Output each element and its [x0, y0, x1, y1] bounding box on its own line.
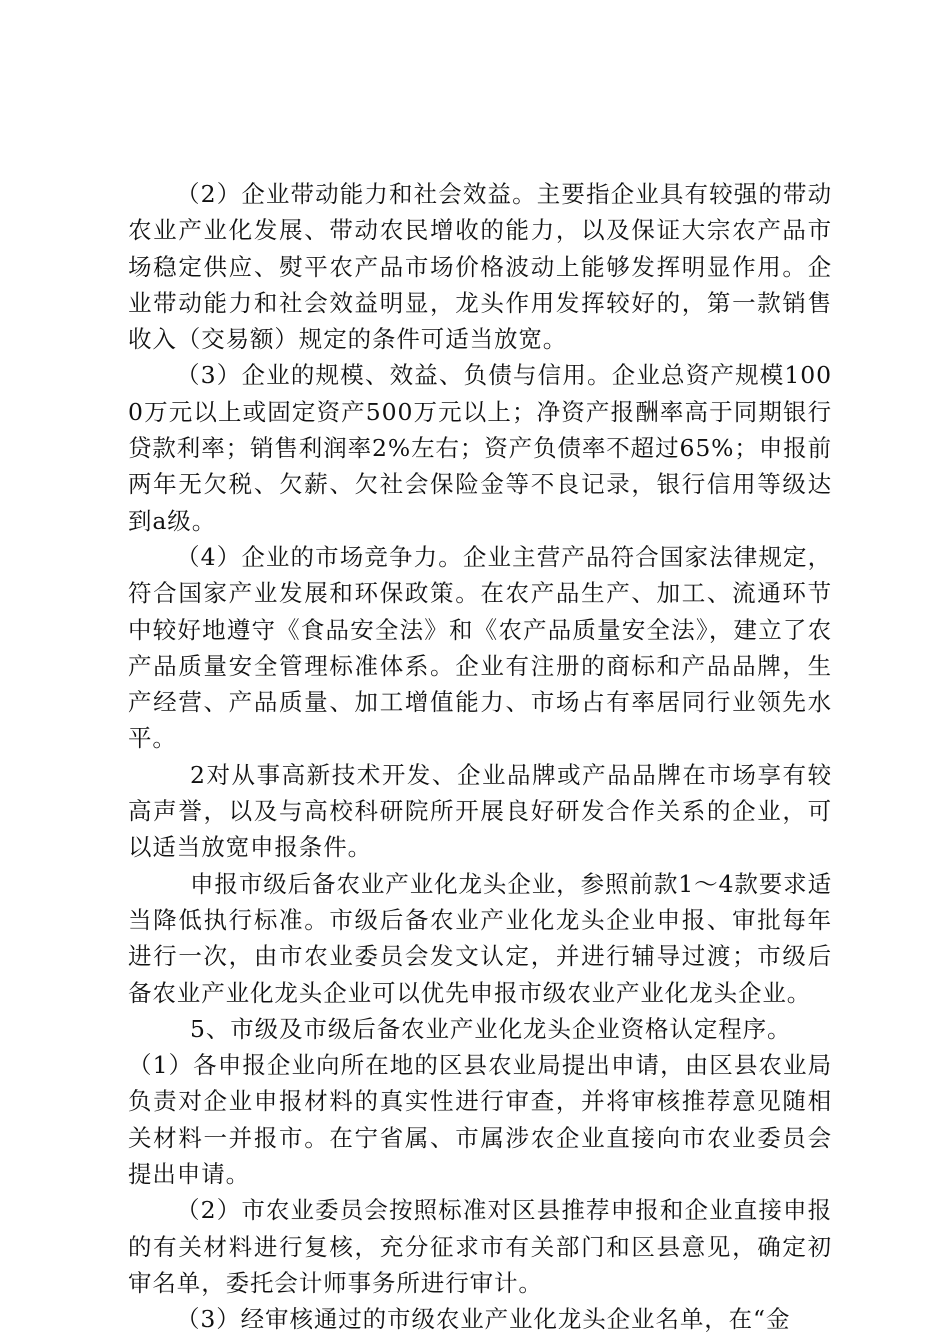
paragraph-scale-credit: （3）企业的规模、效益、负债与信用。企业总资产规模1000万元以上或固定资产500万元以上；净资产报酬率高于同期银行贷款利率；销售利润率2%左右；资产负债率不超过65%；申报前两年无欠税、欠薪、欠社会保险金等不良记录，银行信用等级达到a级。 [128, 361, 833, 535]
paragraph-procedure-heading: 5、市级及市级后备农业产业化龙头企业资格认定程序。 [190, 1014, 792, 1043]
paragraph-social-benefit: （2）企业带动能力和社会效益。主要指企业具有较强的带动农业产业化发展、带动农民增收的能力，以及保证大宗农产品市场稳定供应、熨平农产品市场价格波动上能够发挥明显作用。企业带动能力和社会效益明显，龙头作用发挥较好的，第一款销售收入（交易额）规定的条件可适当放宽。 [128, 180, 832, 354]
paragraph-procedure-step-3: （3）经审核通过的市级农业产业化龙头企业名单，在“金 [176, 1305, 791, 1334]
paragraph-procedure-step-2: （2）市农业委员会按照标准对区县推荐申报和企业直接申报的有关材料进行复核，充分征求市有关部门和区县意见，确定初审名单，委托会计师事务所进行审计。 [128, 1196, 832, 1297]
paragraph-market-competitiveness: （4）企业的市场竞争力。企业主营产品符合国家法律规定，符合国家产业发展和环保政策。在农产品生产、加工、流通环节中较好地遵守《食品安全法》和《农产品质量安全法》，建立了农产品质量安全管理标准体系。企业有注册的商标和产品品牌，生产经营、产品质量、加工增值能力、市场占有率居同行业领先水平。 [128, 542, 832, 753]
paragraph-procedure-step-1: （1）各申报企业向所在地的区县农业局提出申请，由区县农业局负责对企业申报材料的真实性进行审查，并将审核推荐意见随相关材料一并报市。在宁省属、市属涉农企业直接向市农业委员会提出申请。 [128, 1051, 832, 1189]
paragraph-reserve-enterprises: 申报市级后备农业产业化龙头企业，参照前款1～4款要求适当降低执行标准。市级后备农业产业化龙头企业申报、审批每年进行一次，由市农业委员会发文认定，并进行辅导过渡；市级后备农业产业化龙头企业可以优先申报市级农业产业化龙头企业。 [128, 869, 832, 1007]
paragraph-relaxed-conditions: 2对从事高新技术开发、企业品牌或产品品牌在市场享有较高声誉，以及与高校科研院所开展良好研发合作关系的企业，可以适当放宽申报条件。 [128, 760, 832, 862]
document-body [128, 176, 832, 1338]
